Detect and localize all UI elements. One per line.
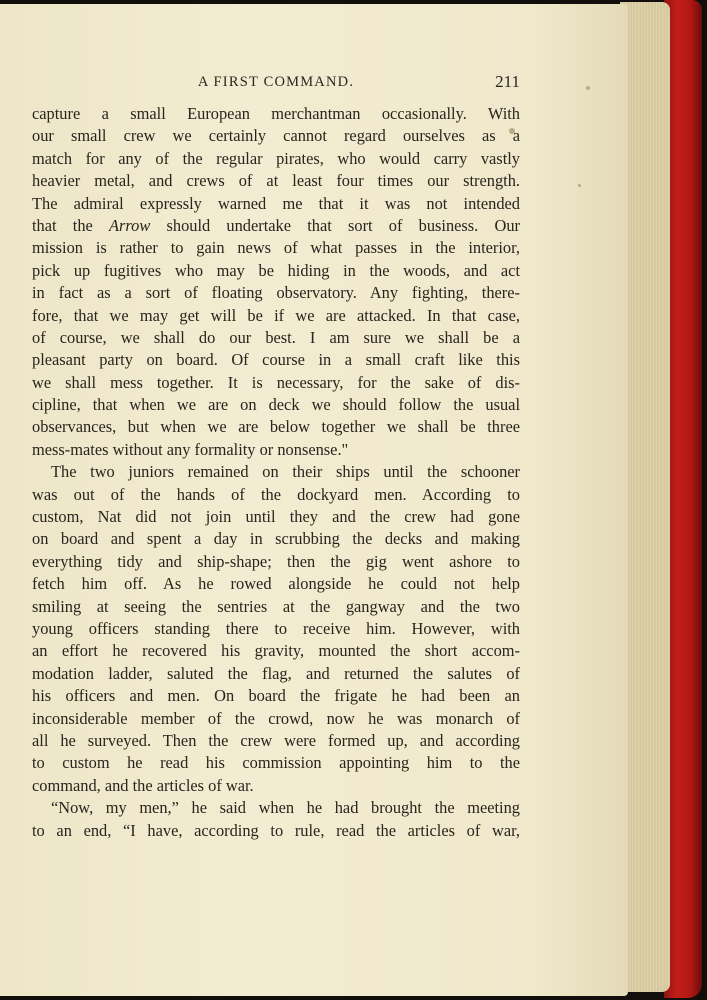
text-line: was out of the hands of the dockyard men. According to xyxy=(32,484,520,504)
text-line: cipline, that when we are on deck we should follow the usual xyxy=(32,395,520,415)
text-line: everything tidy and ship-shape; then the gig went ashore to xyxy=(32,551,520,571)
text-line: custom, Nat did not join until they and the crew had gone xyxy=(32,507,520,527)
text-line: we shall mess together. It is necessary, for the sake of dis- xyxy=(32,372,520,392)
text-line: to an end, “I have, according to rule, read the articles of war, xyxy=(32,820,520,840)
text-line: mission is rather to gain news of what passes in the interior, xyxy=(32,238,520,258)
text-line: an effort he recovered his gravity, mounted the short accom- xyxy=(32,641,520,661)
text-line: of course, we shall do our best. I am sure we shall be a xyxy=(32,327,520,347)
text-line: heavier metal, and crews of at least four times our strength. xyxy=(32,171,520,191)
text-line: young officers standing there to receive him. However, with xyxy=(32,618,520,638)
ship-name: Arrow xyxy=(109,215,151,235)
text-line: The two juniors remained on their ships until the schooner xyxy=(51,462,520,482)
text-line: fore, that we may get will be if we are attacked. In that case, xyxy=(32,305,520,325)
text-line: fetch him off. As he rowed alongside he could not help xyxy=(32,574,520,594)
text-line: observances, but when we are below together we shall be three xyxy=(32,417,520,437)
paper-speck xyxy=(578,184,581,187)
running-header xyxy=(32,70,520,94)
text-line: pick up fugitives who may be hiding in the woods, and act xyxy=(32,260,520,280)
page-number: 211 xyxy=(495,72,520,91)
text-line: on board and spent a day in scrubbing the decks and making xyxy=(32,529,520,549)
text-line: match for any of the regular pirates, who would carry vastly xyxy=(32,148,520,168)
text-line: inconsiderable member of the crowd, now he was monarch of xyxy=(32,708,520,728)
text-line: capture a small European merchantman occasionally. With xyxy=(32,104,520,123)
text-segment: should undertake that sort of business. Our xyxy=(150,215,520,235)
text-line: his officers and men. On board the frigate he had been an xyxy=(32,686,520,706)
text-line: “Now, my men,” he said when he had brought the meeting xyxy=(51,798,520,818)
text-segment: that the xyxy=(32,215,109,235)
text-line: command, and the articles of war. xyxy=(32,775,254,795)
text-line: in fact as a sort of floating observatory. Any fighting, there- xyxy=(32,283,520,303)
text-line: our small crew we certainly cannot regard ourselves as a xyxy=(32,126,520,146)
text-line: all he surveyed. Then the crew were formed up, and according xyxy=(32,730,520,750)
text-line: to custom he read his commission appointing him to the xyxy=(32,753,520,773)
text-line: The admiral expressly warned me that it was not intended xyxy=(32,193,520,213)
text-line xyxy=(32,215,520,237)
text-line: smiling at seeing the sentries at the gangway and the two xyxy=(32,596,520,616)
body-text xyxy=(32,103,520,842)
text-line: mess-mates without any formality or nonsense." xyxy=(32,439,349,459)
text-line: modation ladder, saluted the flag, and returned the salutes of xyxy=(32,663,520,683)
text-line: pleasant party on board. Of course in a small craft like this xyxy=(32,350,520,370)
running-title: A FIRST COMMAND. xyxy=(197,74,355,90)
paper-speck xyxy=(586,86,590,90)
